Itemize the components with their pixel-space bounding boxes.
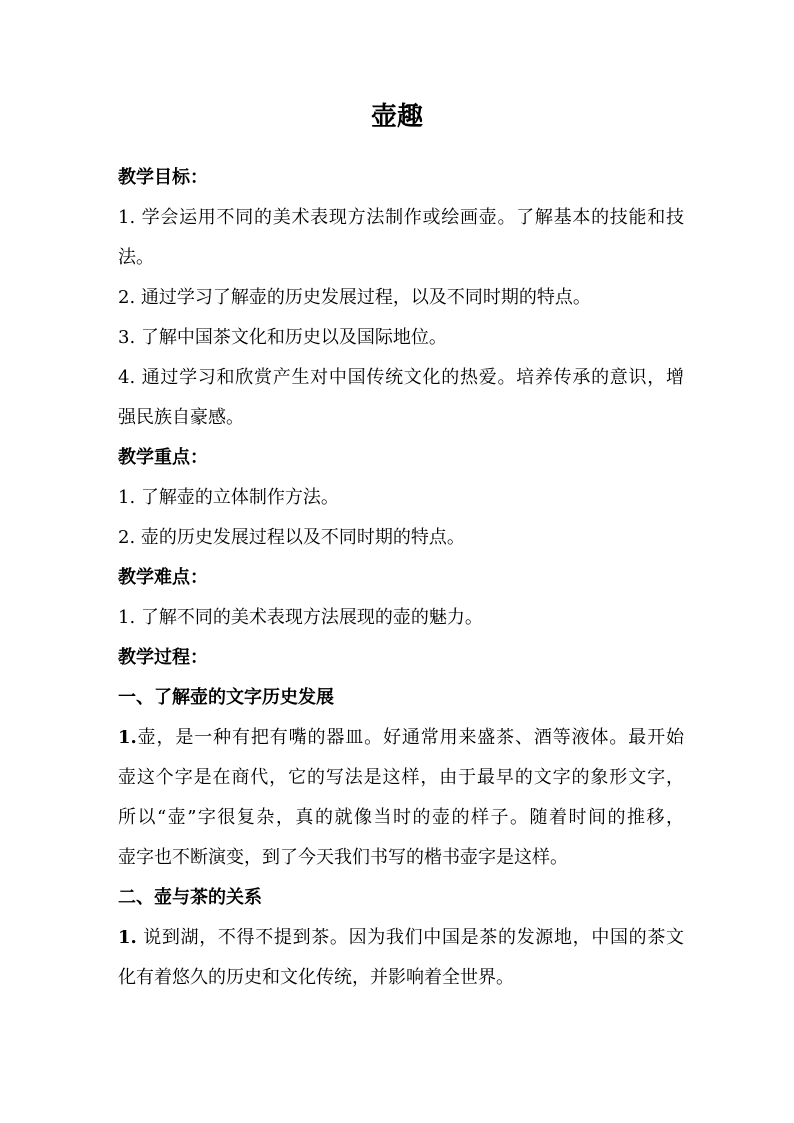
objective-item-1-line-1: 1. 学会运用不同的美术表现方法制作或绘画壶。了解基本的技能和技	[118, 207, 684, 228]
difficulty-item-1: 1. 了解不同的美术表现方法展现的壶的魅力。	[118, 607, 483, 628]
objective-item-1-line-2: 法。	[118, 247, 154, 268]
process-part-1-heading: 一、了解壶的文字历史发展	[118, 687, 334, 708]
key-point-item-2: 2. 壶的历史发展过程以及不同时期的特点。	[118, 527, 465, 548]
objectives-heading: 教学目标：	[118, 167, 208, 188]
difficulties-heading: 教学难点：	[118, 567, 208, 588]
process-part-2-line-2: 化有着悠久的历史和文化传统，并影响着全世界。	[118, 967, 514, 988]
process-part-1-line-4: 壶字也不断演变，到了今天我们书写的楷书壶字是这样。	[118, 847, 568, 868]
process-part-2-line-1-text: 说到湖，不得不提到茶。因为我们中国是茶的发源地，中国的茶文	[136, 927, 684, 948]
process-part-1-lead: 1.	[118, 727, 137, 748]
key-points-heading: 教学重点：	[118, 447, 208, 468]
objective-item-4-line-2: 强民族自豪感。	[118, 407, 244, 428]
process-part-1-line-3: 所以“壶”字很复杂，真的就像当时的壶的样子。随着时间的推移，	[118, 807, 684, 828]
objective-item-2: 2. 通过学习了解壶的历史发展过程，以及不同时期的特点。	[118, 287, 591, 308]
document-body	[118, 166, 684, 1006]
process-part-1-line-1	[118, 726, 684, 766]
objective-item-4-line-1: 4. 通过学习和欣赏产生对中国传统文化的热爱。培养传承的意识，增	[118, 367, 684, 388]
key-point-item-1: 1. 了解壶的立体制作方法。	[118, 487, 339, 508]
process-part-2-line-1	[118, 926, 684, 966]
objective-item-3: 3. 了解中国茶文化和历史以及国际地位。	[118, 327, 447, 348]
document-title: 壶趣	[370, 102, 423, 132]
process-heading: 教学过程：	[118, 647, 208, 668]
process-part-2-lead: 1.	[118, 927, 137, 948]
process-part-1-line-2: 壶这个字是在商代，它的写法是这样，由于最早的文字的象形文字，	[118, 767, 684, 788]
process-part-2-heading: 二、壶与茶的关系	[118, 887, 262, 908]
process-part-1-line-1-text: 壶，是一种有把有嘴的器皿。好通常用来盛茶、酒等液体。最开始	[136, 727, 684, 748]
